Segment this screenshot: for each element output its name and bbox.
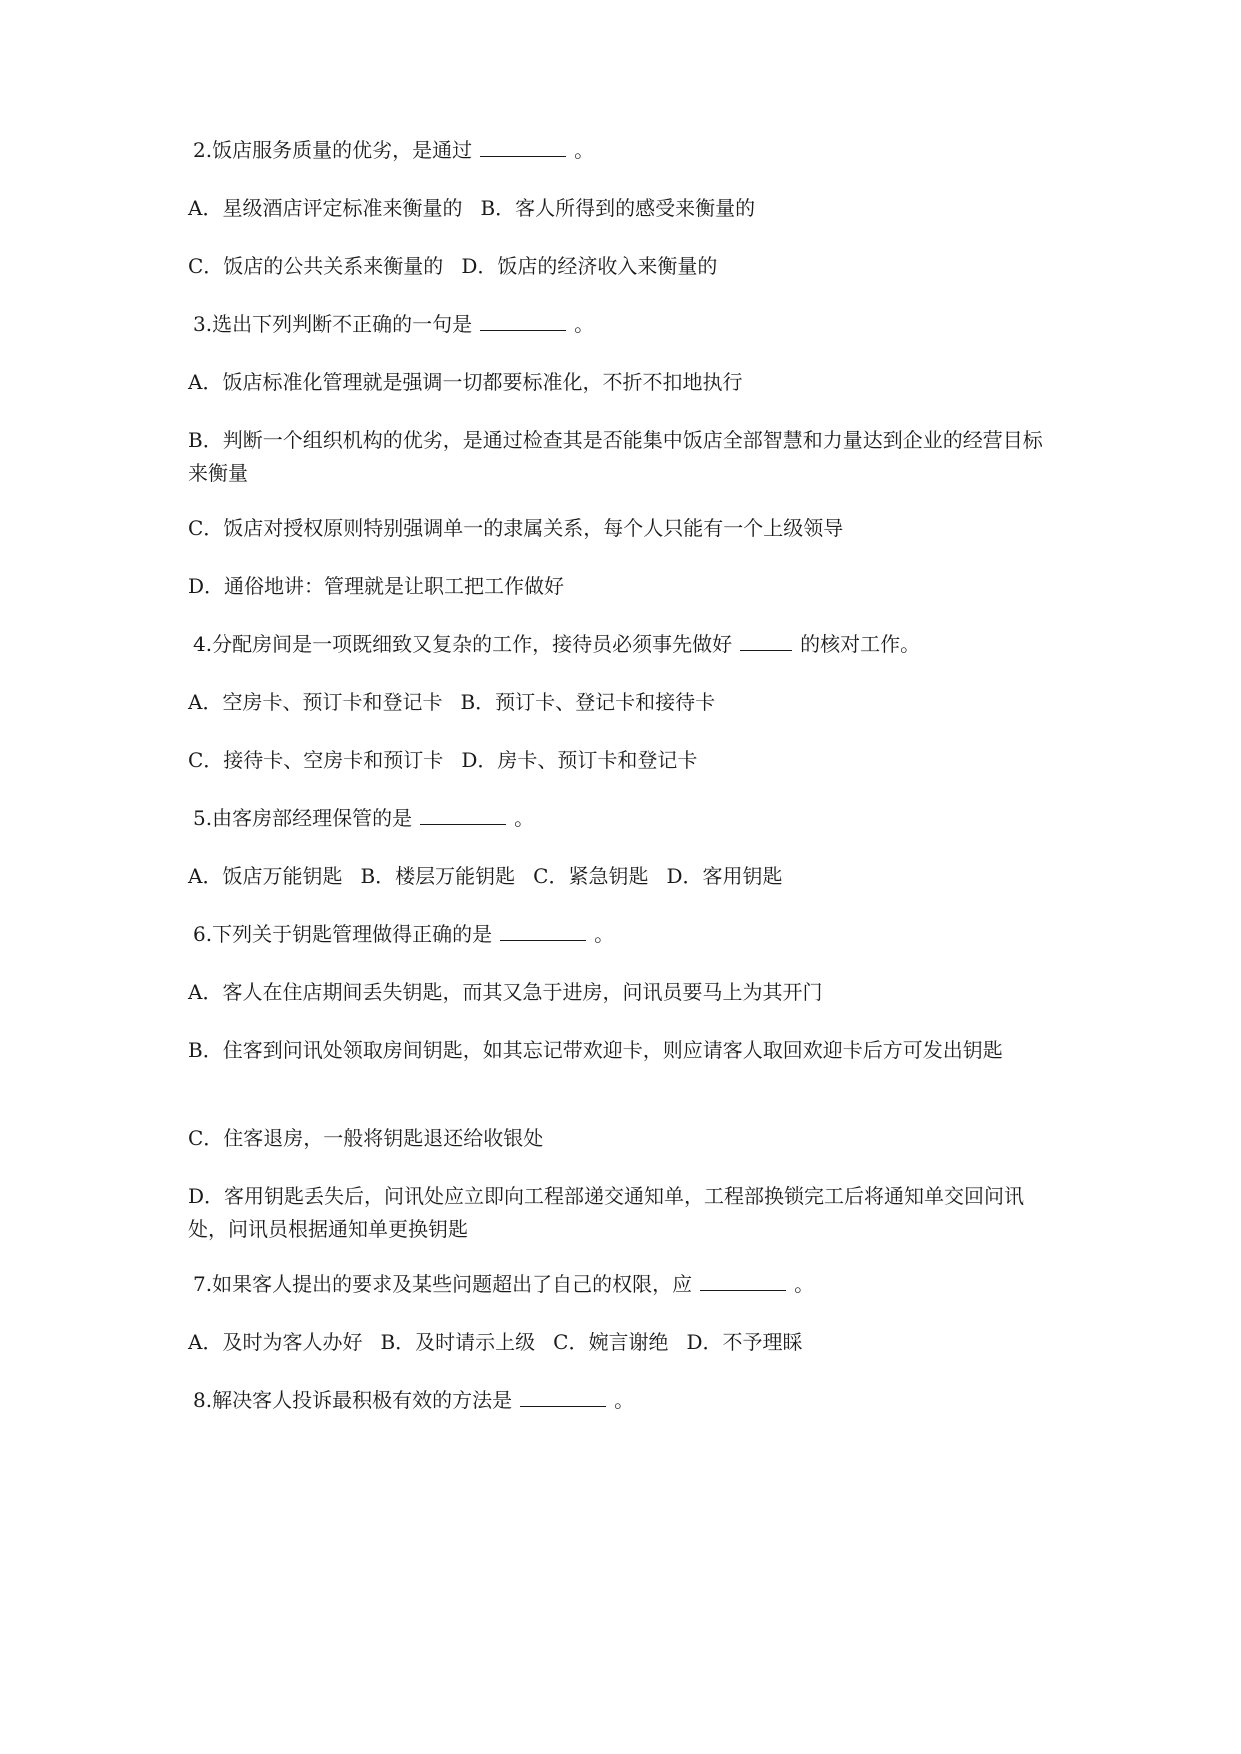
option-a: A．星级酒店评定标准来衡量的 <box>188 196 463 220</box>
answer-blank <box>520 1386 606 1407</box>
question-stem-end: 。 <box>574 312 595 336</box>
question-4-options-row-1 <box>188 686 1068 719</box>
option-d: D．客用钥匙 <box>666 864 783 888</box>
answer-blank <box>740 630 792 651</box>
question-2-options-row-2 <box>188 250 1068 283</box>
option-a: A．空房卡、预订卡和登记卡 <box>188 690 443 714</box>
question-3-option-c <box>188 512 1068 545</box>
question-3-stem <box>193 308 1073 341</box>
question-8-stem <box>193 1384 1073 1417</box>
question-5-stem <box>193 802 1073 835</box>
question-4-options-row-2 <box>188 744 1068 777</box>
question-stem-text: 6.下列关于钥匙管理做得正确的是 <box>193 922 493 946</box>
option-b: B．住客到问讯处领取房间钥匙，如其忘记带欢迎卡，则应请客人取回欢迎卡后方可发出钥匙 <box>188 1038 1003 1062</box>
option-a: A．客人在住店期间丢失钥匙，而其又急于进房，问讯员要马上为其开门 <box>188 980 823 1004</box>
option-b: B．客人所得到的感受来衡量的 <box>480 196 756 220</box>
question-stem-text: 4.分配房间是一项既细致又复杂的工作，接待员必须事先做好 <box>193 632 733 656</box>
answer-blank <box>700 1270 786 1291</box>
option-d: D．通俗地讲：管理就是让职工把工作做好 <box>188 574 565 598</box>
option-c: C．饭店的公共关系来衡量的 <box>188 254 444 278</box>
question-6-option-d <box>188 1180 1058 1246</box>
option-b: B．预订卡、登记卡和接待卡 <box>460 690 716 714</box>
answer-blank <box>500 920 586 941</box>
option-b: B．及时请示上级 <box>380 1330 536 1354</box>
option-d: D．房卡、预订卡和登记卡 <box>461 748 698 772</box>
question-3-option-b <box>188 424 1058 490</box>
option-a: A．及时为客人办好 <box>188 1330 363 1354</box>
question-5-options-row <box>188 860 1068 893</box>
option-c: C．接待卡、空房卡和预订卡 <box>188 748 444 772</box>
question-stem-end: 的核对工作。 <box>800 632 921 656</box>
option-c: C．饭店对授权原则特别强调单一的隶属关系，每个人只能有一个上级领导 <box>188 516 844 540</box>
option-b: B．楼层万能钥匙 <box>360 864 516 888</box>
question-6-option-b <box>188 1034 1058 1067</box>
question-stem-end: 。 <box>514 806 535 830</box>
option-d: D．不予理睬 <box>686 1330 803 1354</box>
option-c: C．婉言谢绝 <box>553 1330 669 1354</box>
option-a: A．饭店标准化管理就是强调一切都要标准化，不折不扣地执行 <box>188 370 743 394</box>
question-6-option-a <box>188 976 1068 1009</box>
question-stem-text: 3.选出下列判断不正确的一句是 <box>193 312 473 336</box>
option-b: B．判断一个组织机构的优劣，是通过检查其是否能集中饭店全部智慧和力量达到企业的经营目标来衡量 <box>188 428 1043 485</box>
question-stem-text: 5.由客房部经理保管的是 <box>193 806 413 830</box>
question-6-option-c <box>188 1122 1068 1155</box>
question-2-options-row-1 <box>188 192 1068 225</box>
question-3-option-d <box>188 570 1068 603</box>
answer-blank <box>420 804 506 825</box>
option-c: C．紧急钥匙 <box>533 864 649 888</box>
question-stem-end: 。 <box>794 1272 815 1296</box>
answer-blank <box>480 310 566 331</box>
option-a: A．饭店万能钥匙 <box>188 864 343 888</box>
option-d: D．饭店的经济收入来衡量的 <box>461 254 718 278</box>
question-stem-text: 2.饭店服务质量的优劣，是通过 <box>193 138 473 162</box>
question-stem-end: 。 <box>594 922 615 946</box>
answer-blank <box>480 136 566 157</box>
question-4-stem <box>193 628 1073 661</box>
question-stem-end: 。 <box>614 1388 635 1412</box>
question-stem-end: 。 <box>574 138 595 162</box>
question-stem-text: 7.如果客人提出的要求及某些问题超出了自己的权限，应 <box>193 1272 693 1296</box>
question-6-stem <box>193 918 1073 951</box>
question-7-stem <box>193 1268 1073 1301</box>
question-2-stem <box>193 134 1073 167</box>
option-c: C．住客退房，一般将钥匙退还给收银处 <box>188 1126 544 1150</box>
question-7-options-row <box>188 1326 1068 1359</box>
option-d: D．客用钥匙丢失后，问讯处应立即向工程部递交通知单，工程部换锁完工后将通知单交回问讯处，问讯员根据通知单更换钥匙 <box>188 1184 1025 1241</box>
question-3-option-a <box>188 366 1068 399</box>
question-stem-text: 8.解决客人投诉最积极有效的方法是 <box>193 1388 513 1412</box>
